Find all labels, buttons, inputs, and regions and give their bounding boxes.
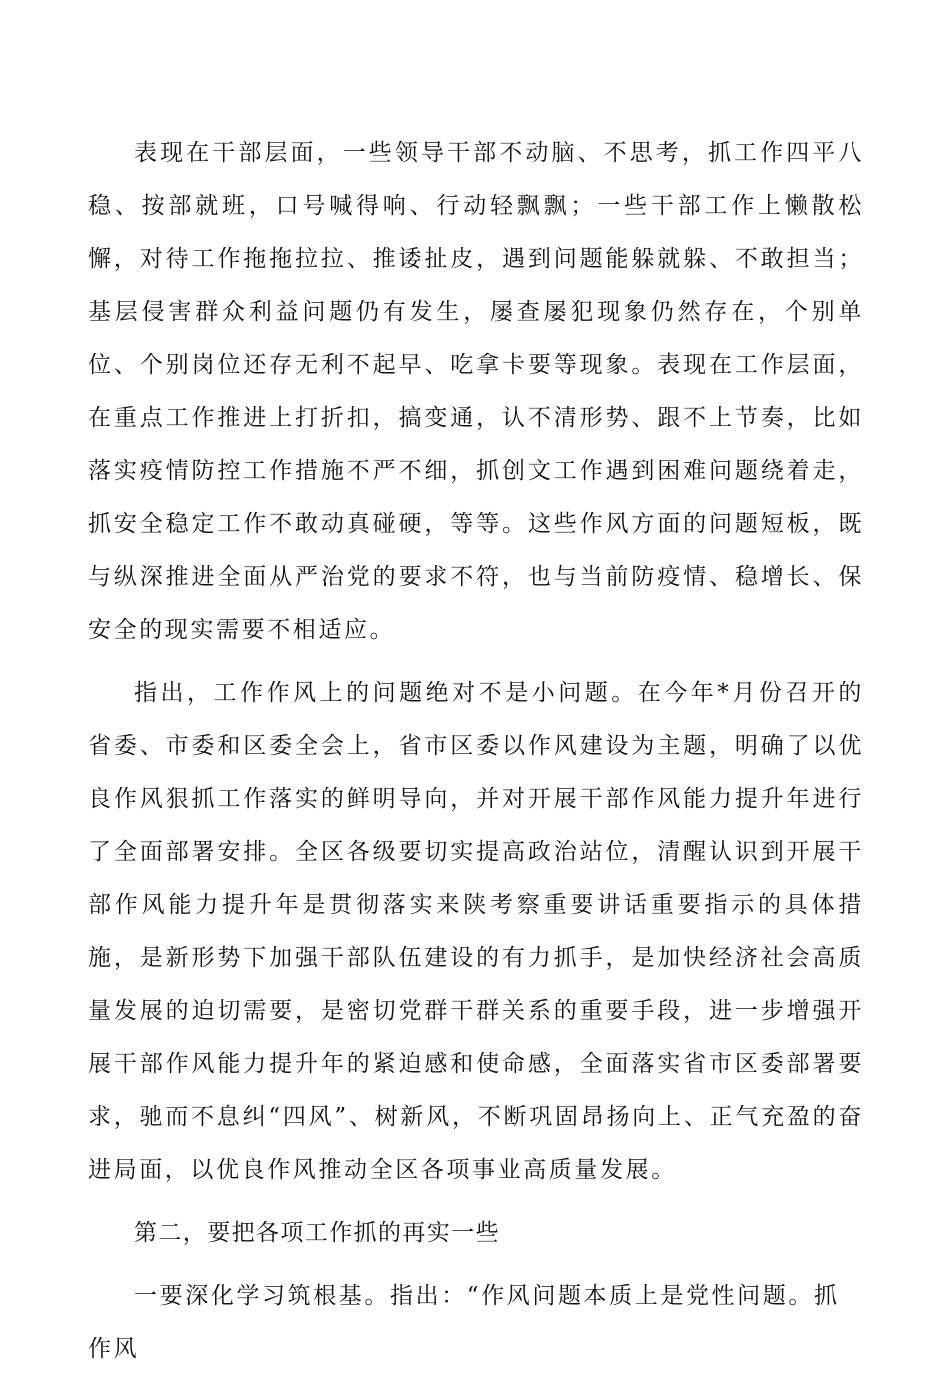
section-heading: 第二，要把各项工作抓的再实一些 — [134, 1220, 500, 1246]
paragraph-cadre-work-problems: 表现在干部层面，一些领导干部不动脑、不思考，抓工作四平八稳、按部就班，口号喊得响、行动轻飘飘；一些干部工作上懒散松懈，对待工作拖拖拉拉、推诿扯皮，遇到问题能躲就躲、不敢担当；基层侵害群众利益问题仍有发生，屡查屡犯现象仍然存在，个别单位、个别岗位还存无利不起早、吃拿卡要等现象。表现在工作层面，在重点工作推进上打折扣，搞变通，认不清形势、跟不上节奏，比如落实疫情防控工作措施不严不细，抓创文工作遇到困难问题绕着走，抓安全稳定工作不敢动真碰硬，等等。这些作风方面的问题短板，既与纵深推进全面从严治党的要求不符，也与当前防疫情、稳增长、保安全的现实需要不相适应。 — [88, 140, 864, 643]
paragraph-deepen-learning: 一要深化学习筑根基。指出：“作风问题本质上是党性问题。抓作风 — [88, 1283, 840, 1362]
paragraph-work-style-importance: 指出，工作作风上的问题绝对不是小问题。在今年*月份召开的省委、市委和区委全会上，省市区委以作风建设为主题，明确了以优良作风狠抓工作落实的鲜明导向，并对开展干部作风能力提升年进行了全面部署安排。全区各级要切实提高政治站位，清醒认识到开展干部作风能力提升年是贯彻落实来陕考察重要讲话重要指示的具体措施，是新形势下加强干部队伍建设的有力抓手，是加快经济社会高质量发展的迫切需要，是密切党群干群关系的重要手段，进一步增强开展干部作风能力提升年的紧迫感和使命感，全面落实省市区委部署要求，驰而不息纠“四风”、树新风，不断巩固昂扬向上、正气充盈的奋进局面，以优良作风推动全区各项事业高质量发展。 — [88, 680, 864, 1183]
document-body — [88, 127, 864, 1376]
